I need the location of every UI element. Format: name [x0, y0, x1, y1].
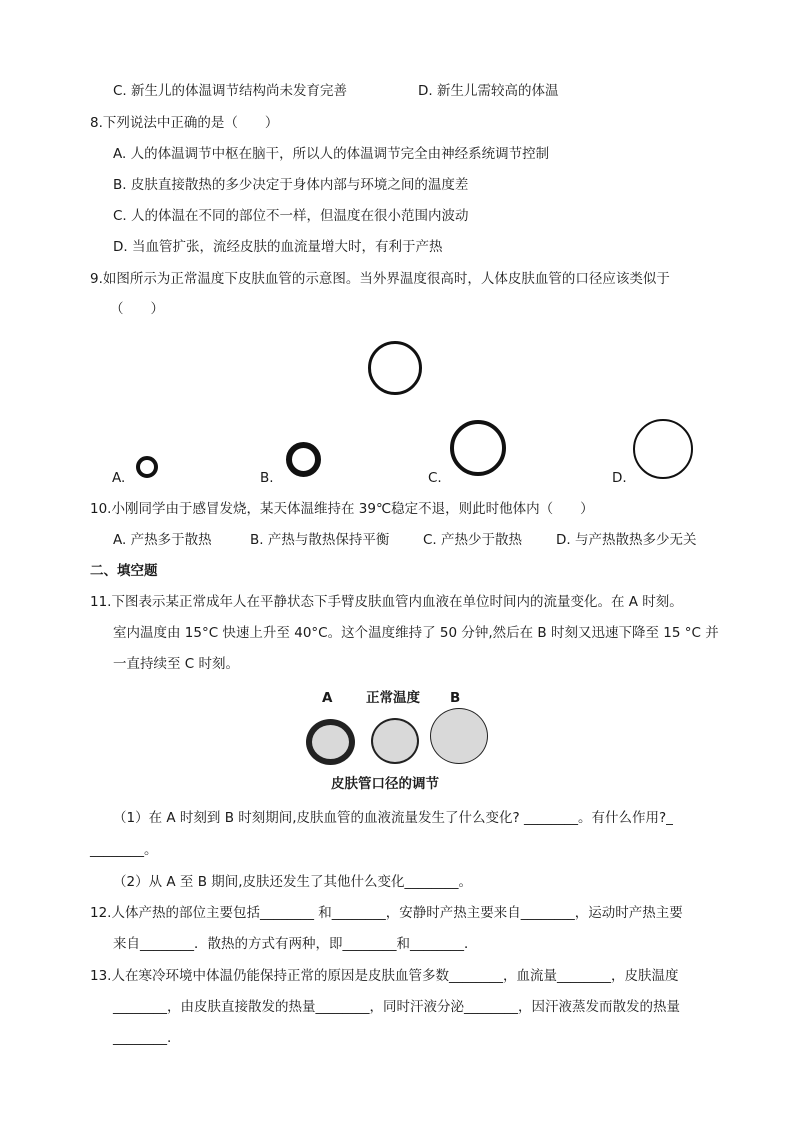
- q9-stem: 9.如图所示为正常温度下皮肤血管的示意图。当外界温度很高时，人体皮肤血管的口径应该类似于: [90, 271, 670, 287]
- q8-option-a: A. 人的体温调节中枢在脑干，所以人的体温调节完全由神经系统调节控制: [113, 146, 550, 162]
- q9-option-b-circle[interactable]: [286, 442, 321, 477]
- q12-line2: 来自________．散热的方式有两种，即________和________．: [113, 936, 478, 952]
- vessel-constricted-circle: [306, 719, 355, 765]
- figure-caption: 皮肤管口径的调节: [331, 776, 439, 792]
- q10-option-d: D. 与产热散热多少无关: [556, 532, 697, 548]
- q10-option-b: B. 产热与散热保持平衡: [250, 532, 390, 548]
- q8-stem: 8.下列说法中正确的是（ ）: [90, 115, 279, 131]
- q9-option-c-label: C.: [428, 470, 442, 486]
- q13-line2: ________，由皮肤直接散发的热量________，同时汗液分泌________，因汗液蒸发而散发的热量: [113, 999, 680, 1015]
- section-heading-fill-in: 二、填空题: [90, 563, 158, 579]
- q10-option-a: A. 产热多于散热: [113, 532, 212, 548]
- q9-option-d-label: D.: [612, 470, 627, 486]
- q9-option-b-label: B.: [260, 470, 274, 486]
- q8-option-c: C. 人的体温在不同的部位不一样，但温度在很小范围内波动: [113, 208, 469, 224]
- q12-line1: 12.人体产热的部位主要包括________ 和________，安静时产热主要来自________，运动时产热主要: [90, 905, 683, 921]
- q9-answer-bracket: （ ）: [110, 301, 164, 317]
- q9-option-a-label: A.: [112, 470, 126, 486]
- q10-option-c: C. 产热少于散热: [423, 532, 523, 548]
- q9-option-c-circle[interactable]: [450, 420, 506, 476]
- q8-option-d: D. 当血管扩张，流经皮肤的血流量增大时，有利于产热: [113, 239, 443, 255]
- q9-option-d-circle[interactable]: [633, 419, 693, 479]
- q8-option-b: B. 皮肤直接散热的多少决定于身体内部与环境之间的温度差: [113, 177, 469, 193]
- q11-stem-line3: 一直持续至 C 时刻。: [113, 656, 240, 672]
- vessel-dilated-circle: [430, 708, 488, 764]
- vessel-normal-circle: [371, 718, 419, 764]
- q10-stem: 10.小刚同学由于感冒发烧，某天体温维持在 39℃稳定不退，则此时他体内（ ）: [90, 501, 594, 517]
- q7-option-c: C. 新生儿的体温调节结构尚未发育完善: [113, 83, 348, 99]
- q11-sub1-line1: （1）在 A 时刻到 B 时刻期间,皮肤血管的血液流量发生了什么变化? ________。有什么作用?_: [113, 810, 673, 826]
- figure-label-b: B: [450, 690, 461, 706]
- reference-vessel-circle: [368, 341, 422, 395]
- q11-stem-line2: 室内温度由 15°C 快速上升至 40°C。这个温度维持了 50 分钟,然后在 B 时刻又迅速下降至 15 °C 并: [113, 625, 719, 641]
- figure-label-a: A: [322, 690, 333, 706]
- q11-stem-line1: 11.下图表示某正常成年人在平静状态下手臂皮肤血管内血液在单位时间内的流量变化。在 A 时刻。: [90, 594, 683, 610]
- figure-label-normal-temperature: 正常温度: [366, 690, 420, 706]
- q7-option-d: D. 新生儿需较高的体温: [418, 83, 559, 99]
- q13-line1: 13.人在寒冷环境中体温仍能保持正常的原因是皮肤血管多数________，血流量________，皮肤温度: [90, 968, 679, 984]
- q13-line3: ________.: [113, 1030, 172, 1046]
- q11-sub1-line2: ________。: [90, 842, 158, 858]
- q9-option-a-circle[interactable]: [136, 456, 158, 478]
- q11-sub2: （2）从 A 至 B 期间,皮肤还发生了其他什么变化________。: [113, 874, 473, 890]
